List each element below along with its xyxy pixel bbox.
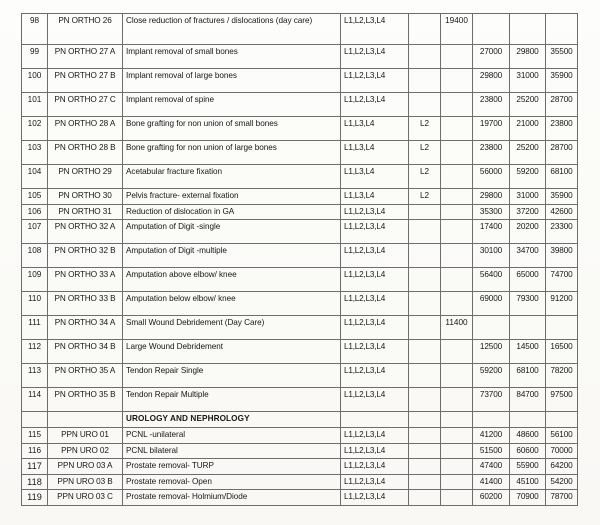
grade-cell: L1,L2,L3,L4	[341, 388, 409, 412]
rate-1-cell	[473, 412, 510, 428]
rate-2-cell: 20200	[510, 220, 546, 244]
grade-cell: L1,L2,L3,L4	[341, 204, 409, 220]
procedure-description-cell: Bone grafting for non union of large bones	[123, 141, 341, 165]
procedure-description-cell: Small Wound Debridement (Day Care)	[123, 316, 341, 340]
procedure-code-cell: PN ORTHO 34 B	[48, 340, 123, 364]
rate-1-cell: 59200	[473, 364, 510, 388]
procedure-description-cell: Implant removal of small bones	[123, 45, 341, 69]
serial-number-cell: 119	[22, 490, 48, 506]
serial-number-cell: 99	[22, 45, 48, 69]
grade-cell: L1,L2,L3,L4	[341, 45, 409, 69]
procedure-description-cell: Reduction of dislocation in GA	[123, 204, 341, 220]
rate-3-cell	[546, 316, 578, 340]
table-row	[22, 490, 578, 506]
rate-1-cell: 19700	[473, 117, 510, 141]
rate-2-cell: 84700	[510, 388, 546, 412]
rate-1-cell: 30100	[473, 244, 510, 268]
grade-cell: L1,L2,L3,L4	[341, 14, 409, 45]
rate-3-cell: 78200	[546, 364, 578, 388]
rate-2-cell: 68100	[510, 364, 546, 388]
day-care-rate-cell	[441, 93, 473, 117]
rate-3-cell: 56100	[546, 428, 578, 444]
table-row	[22, 244, 578, 268]
grade-cell: L1,L2,L3,L4	[341, 490, 409, 506]
procedure-code-cell: PN ORTHO 31	[48, 204, 123, 220]
serial-number-cell: 105	[22, 189, 48, 205]
day-care-rate-cell	[441, 268, 473, 292]
l2-grade-cell	[409, 220, 441, 244]
procedure-description-cell: Acetabular fracture fixation	[123, 165, 341, 189]
procedure-description-cell: PCNL bilateral	[123, 443, 341, 459]
procedure-code-cell: PPN URO 02	[48, 443, 123, 459]
grade-cell: L1,L2,L3,L4	[341, 364, 409, 388]
serial-number-cell: 104	[22, 165, 48, 189]
serial-number-cell: 101	[22, 93, 48, 117]
day-care-rate-cell: 11400	[441, 316, 473, 340]
l2-grade-cell: L2	[409, 165, 441, 189]
rate-1-cell: 23800	[473, 93, 510, 117]
rate-1-cell: 12500	[473, 340, 510, 364]
rate-1-cell: 29800	[473, 189, 510, 205]
procedure-code-cell: PN ORTHO 35 B	[48, 388, 123, 412]
rate-1-cell: 29800	[473, 69, 510, 93]
rate-3-cell: 54200	[546, 474, 578, 490]
serial-number-cell: 118	[22, 474, 48, 490]
rate-3-cell: 23800	[546, 117, 578, 141]
day-care-rate-cell	[441, 45, 473, 69]
rate-2-cell: 34700	[510, 244, 546, 268]
grade-cell: L1,L2,L3,L4	[341, 340, 409, 364]
procedure-description-cell: Prostate removal- TURP	[123, 459, 341, 475]
rate-3-cell: 42600	[546, 204, 578, 220]
grade-cell: L1,L2,L3,L4	[341, 443, 409, 459]
grade-cell: L1,L2,L3,L4	[341, 69, 409, 93]
procedure-description-cell: Amputation of Digit -single	[123, 220, 341, 244]
rate-3-cell: 16500	[546, 340, 578, 364]
rate-2-cell: 29800	[510, 45, 546, 69]
rate-1-cell: 56000	[473, 165, 510, 189]
rate-1-cell: 41400	[473, 474, 510, 490]
rate-3-cell: 28700	[546, 93, 578, 117]
rate-3-cell: 35900	[546, 69, 578, 93]
serial-number-cell: 102	[22, 117, 48, 141]
rate-3-cell: 74700	[546, 268, 578, 292]
table-row	[22, 220, 578, 244]
day-care-rate-cell	[441, 443, 473, 459]
l2-grade-cell	[409, 268, 441, 292]
procedure-code-cell: PN ORTHO 34 A	[48, 316, 123, 340]
rate-2-cell	[510, 316, 546, 340]
rate-1-cell: 60200	[473, 490, 510, 506]
procedure-price-table	[21, 13, 578, 506]
day-care-rate-cell	[441, 490, 473, 506]
rate-2-cell: 14500	[510, 340, 546, 364]
rate-2-cell: 45100	[510, 474, 546, 490]
rate-2-cell: 70900	[510, 490, 546, 506]
rate-2-cell: 55900	[510, 459, 546, 475]
serial-number-cell: 109	[22, 268, 48, 292]
table-row	[22, 117, 578, 141]
procedure-code-cell: PN ORTHO 26	[48, 14, 123, 45]
procedure-code-cell: PN ORTHO 27 C	[48, 93, 123, 117]
grade-cell: L1,L3,L4	[341, 117, 409, 141]
serial-number-cell: 114	[22, 388, 48, 412]
procedure-description-cell: Tendon Repair Single	[123, 364, 341, 388]
grade-cell: L1,L2,L3,L4	[341, 428, 409, 444]
rate-1-cell: 56400	[473, 268, 510, 292]
procedure-code-cell: PN ORTHO 32 A	[48, 220, 123, 244]
day-care-rate-cell	[441, 220, 473, 244]
table-body	[22, 14, 578, 506]
procedure-description-cell: Amputation above elbow/ knee	[123, 268, 341, 292]
l2-grade-cell	[409, 428, 441, 444]
l2-grade-cell	[409, 443, 441, 459]
rate-1-cell	[473, 316, 510, 340]
l2-grade-cell	[409, 459, 441, 475]
serial-number-cell: 111	[22, 316, 48, 340]
procedure-description-cell: Amputation below elbow/ knee	[123, 292, 341, 316]
table-row	[22, 93, 578, 117]
serial-number-cell: 112	[22, 340, 48, 364]
grade-cell: L1,L2,L3,L4	[341, 244, 409, 268]
rate-3-cell: 68100	[546, 165, 578, 189]
rate-1-cell: 41200	[473, 428, 510, 444]
rate-2-cell: 48600	[510, 428, 546, 444]
table-row	[22, 268, 578, 292]
grade-cell: L1,L3,L4	[341, 165, 409, 189]
rate-1-cell: 51500	[473, 443, 510, 459]
procedure-code-cell: PN ORTHO 29	[48, 165, 123, 189]
procedure-code-cell: PPN URO 03 C	[48, 490, 123, 506]
rate-3-cell: 70000	[546, 443, 578, 459]
table-row	[22, 388, 578, 412]
rate-2-cell: 21000	[510, 117, 546, 141]
procedure-code-cell: PN ORTHO 33 B	[48, 292, 123, 316]
day-care-rate-cell	[441, 292, 473, 316]
procedure-code-cell: PN ORTHO 32 B	[48, 244, 123, 268]
table-row	[22, 14, 578, 45]
section-heading-cell: UROLOGY AND NEPHROLOGY	[123, 412, 341, 428]
procedure-description-cell: Bone grafting for non union of small bones	[123, 117, 341, 141]
procedure-code-cell: PN ORTHO 27 A	[48, 45, 123, 69]
rate-2-cell: 25200	[510, 141, 546, 165]
day-care-rate-cell	[441, 189, 473, 205]
day-care-rate-cell	[441, 244, 473, 268]
procedure-code-cell: PN ORTHO 27 B	[48, 69, 123, 93]
grade-cell: L1,L3,L4	[341, 141, 409, 165]
day-care-rate-cell	[441, 364, 473, 388]
rate-2-cell: 25200	[510, 93, 546, 117]
table-row	[22, 474, 578, 490]
l2-grade-cell	[409, 292, 441, 316]
rate-3-cell	[546, 14, 578, 45]
serial-number-cell: 100	[22, 69, 48, 93]
price-table-container	[21, 13, 577, 506]
procedure-code-cell: PN ORTHO 35 A	[48, 364, 123, 388]
rate-2-cell: 65000	[510, 268, 546, 292]
rate-1-cell	[473, 14, 510, 45]
serial-number-cell	[22, 412, 48, 428]
procedure-description-cell: Tendon Repair Multiple	[123, 388, 341, 412]
rate-3-cell: 97500	[546, 388, 578, 412]
table-row	[22, 459, 578, 475]
procedure-description-cell: Implant removal of spine	[123, 93, 341, 117]
procedure-description-cell: Prostate removal- Holmium/Diode	[123, 490, 341, 506]
l2-grade-cell: L2	[409, 189, 441, 205]
grade-cell: L1,L2,L3,L4	[341, 459, 409, 475]
procedure-description-cell: Amputation of Digit -multiple	[123, 244, 341, 268]
table-row	[22, 165, 578, 189]
l2-grade-cell	[409, 244, 441, 268]
grade-cell: L1,L2,L3,L4	[341, 474, 409, 490]
day-care-rate-cell	[441, 141, 473, 165]
grade-cell	[341, 412, 409, 428]
l2-grade-cell	[409, 93, 441, 117]
rate-2-cell: 59200	[510, 165, 546, 189]
table-row	[22, 443, 578, 459]
rate-1-cell: 73700	[473, 388, 510, 412]
serial-number-cell: 113	[22, 364, 48, 388]
rate-3-cell: 64200	[546, 459, 578, 475]
l2-grade-cell	[409, 364, 441, 388]
day-care-rate-cell	[441, 117, 473, 141]
procedure-description-cell: Large Wound Debridement	[123, 340, 341, 364]
day-care-rate-cell	[441, 428, 473, 444]
day-care-rate-cell	[441, 340, 473, 364]
table-row	[22, 141, 578, 165]
day-care-rate-cell	[441, 412, 473, 428]
rate-2-cell: 37200	[510, 204, 546, 220]
rate-1-cell: 47400	[473, 459, 510, 475]
procedure-description-cell: Prostate removal- Open	[123, 474, 341, 490]
rate-2-cell: 31000	[510, 189, 546, 205]
serial-number-cell: 116	[22, 443, 48, 459]
l2-grade-cell	[409, 316, 441, 340]
procedure-code-cell: PN ORTHO 30	[48, 189, 123, 205]
procedure-description-cell: PCNL -unilateral	[123, 428, 341, 444]
serial-number-cell: 115	[22, 428, 48, 444]
grade-cell: L1,L2,L3,L4	[341, 220, 409, 244]
grade-cell: L1,L2,L3,L4	[341, 93, 409, 117]
rate-1-cell: 69000	[473, 292, 510, 316]
l2-grade-cell	[409, 69, 441, 93]
rate-3-cell: 91200	[546, 292, 578, 316]
rate-1-cell: 23800	[473, 141, 510, 165]
day-care-rate-cell	[441, 204, 473, 220]
procedure-code-cell	[48, 412, 123, 428]
grade-cell: L1,L3,L4	[341, 189, 409, 205]
table-row	[22, 204, 578, 220]
day-care-rate-cell	[441, 69, 473, 93]
rate-2-cell	[510, 412, 546, 428]
table-row	[22, 69, 578, 93]
rate-1-cell: 17400	[473, 220, 510, 244]
serial-number-cell: 106	[22, 204, 48, 220]
procedure-code-cell: PN ORTHO 28 B	[48, 141, 123, 165]
rate-1-cell: 27000	[473, 45, 510, 69]
serial-number-cell: 103	[22, 141, 48, 165]
grade-cell: L1,L2,L3,L4	[341, 292, 409, 316]
rate-3-cell: 23300	[546, 220, 578, 244]
procedure-description-cell: Close reduction of fractures / dislocations (day care)	[123, 14, 341, 45]
l2-grade-cell	[409, 412, 441, 428]
table-row	[22, 364, 578, 388]
grade-cell: L1,L2,L3,L4	[341, 268, 409, 292]
l2-grade-cell: L2	[409, 117, 441, 141]
table-row	[22, 428, 578, 444]
procedure-code-cell: PPN URO 03 B	[48, 474, 123, 490]
table-row	[22, 292, 578, 316]
l2-grade-cell	[409, 340, 441, 364]
rate-2-cell: 60600	[510, 443, 546, 459]
rate-2-cell: 31000	[510, 69, 546, 93]
serial-number-cell: 117	[22, 459, 48, 475]
rate-2-cell	[510, 14, 546, 45]
table-row	[22, 45, 578, 69]
table-row	[22, 340, 578, 364]
l2-grade-cell: L2	[409, 141, 441, 165]
rate-3-cell	[546, 412, 578, 428]
rate-2-cell: 79300	[510, 292, 546, 316]
l2-grade-cell	[409, 388, 441, 412]
procedure-code-cell: PN ORTHO 33 A	[48, 268, 123, 292]
day-care-rate-cell	[441, 474, 473, 490]
l2-grade-cell	[409, 474, 441, 490]
serial-number-cell: 108	[22, 244, 48, 268]
rate-3-cell: 78700	[546, 490, 578, 506]
procedure-code-cell: PPN URO 03 A	[48, 459, 123, 475]
rate-3-cell: 35500	[546, 45, 578, 69]
day-care-rate-cell	[441, 388, 473, 412]
procedure-description-cell: Implant removal of large bones	[123, 69, 341, 93]
serial-number-cell: 98	[22, 14, 48, 45]
day-care-rate-cell	[441, 459, 473, 475]
l2-grade-cell	[409, 45, 441, 69]
table-row	[22, 189, 578, 205]
day-care-rate-cell	[441, 165, 473, 189]
day-care-rate-cell: 19400	[441, 14, 473, 45]
rate-3-cell: 39800	[546, 244, 578, 268]
l2-grade-cell	[409, 14, 441, 45]
section-heading-row	[22, 412, 578, 428]
table-row	[22, 316, 578, 340]
procedure-description-cell: Pelvis fracture- external fixation	[123, 189, 341, 205]
l2-grade-cell	[409, 490, 441, 506]
serial-number-cell: 107	[22, 220, 48, 244]
procedure-code-cell: PN ORTHO 28 A	[48, 117, 123, 141]
rate-1-cell: 35300	[473, 204, 510, 220]
rate-3-cell: 35900	[546, 189, 578, 205]
rate-3-cell: 28700	[546, 141, 578, 165]
procedure-code-cell: PPN URO 01	[48, 428, 123, 444]
grade-cell: L1,L2,L3,L4	[341, 316, 409, 340]
l2-grade-cell	[409, 204, 441, 220]
serial-number-cell: 110	[22, 292, 48, 316]
